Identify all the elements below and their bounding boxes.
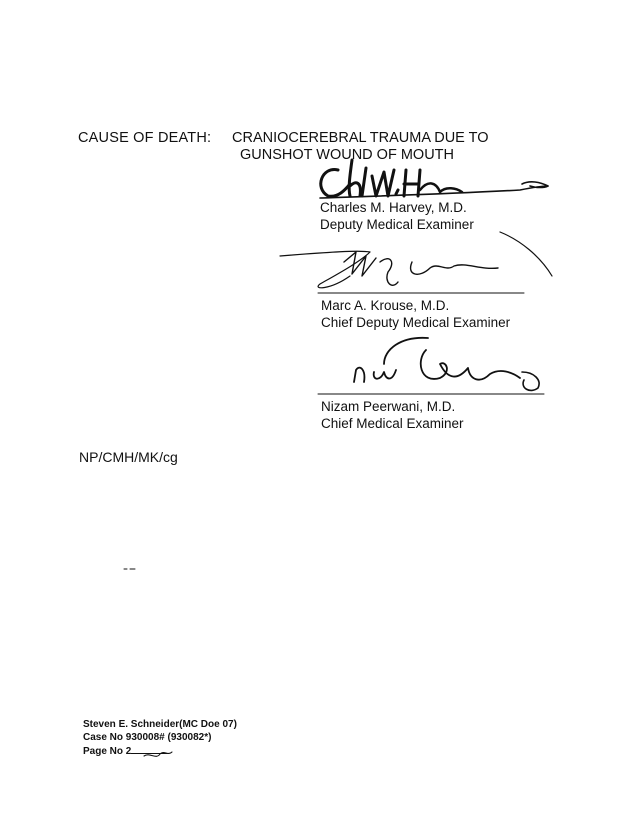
cause-of-death-line-1: CRANIOCEREBRAL TRAUMA DUE TO <box>232 130 489 146</box>
cause-of-death-line-2: GUNSHOT WOUND OF MOUTH <box>240 147 454 163</box>
signature-krouse <box>280 232 552 293</box>
signature-peerwani <box>318 338 544 394</box>
footer-subject-line: Steven E. Schneider(MC Doe 07) <box>83 719 237 730</box>
page-footer <box>83 718 237 758</box>
typist-initials: NP/CMH/MK/cg <box>79 449 178 465</box>
page-number-blank <box>131 744 169 754</box>
signature-harvey <box>320 160 548 198</box>
footer-page-line <box>83 744 237 758</box>
footer-page-label: Page No 2 <box>83 746 132 757</box>
signature-block-harvey <box>320 199 474 233</box>
signature-block-krouse <box>321 297 510 331</box>
footer-case-line: Case No 930008# (930082*) <box>83 732 212 743</box>
signatory-name: Nizam Peerwani, M.D. <box>321 399 456 414</box>
cause-of-death-label: CAUSE OF DEATH: <box>78 130 212 146</box>
signature-block-peerwani <box>321 398 464 432</box>
signatory-title: Chief Medical Examiner <box>321 416 464 431</box>
signatory-title: Chief Deputy Medical Examiner <box>321 315 511 330</box>
signatory-title: Deputy Medical Examiner <box>320 217 474 232</box>
signatory-name: Charles M. Harvey, M.D. <box>320 200 467 215</box>
signatory-name: Marc A. Krouse, M.D. <box>321 298 450 313</box>
